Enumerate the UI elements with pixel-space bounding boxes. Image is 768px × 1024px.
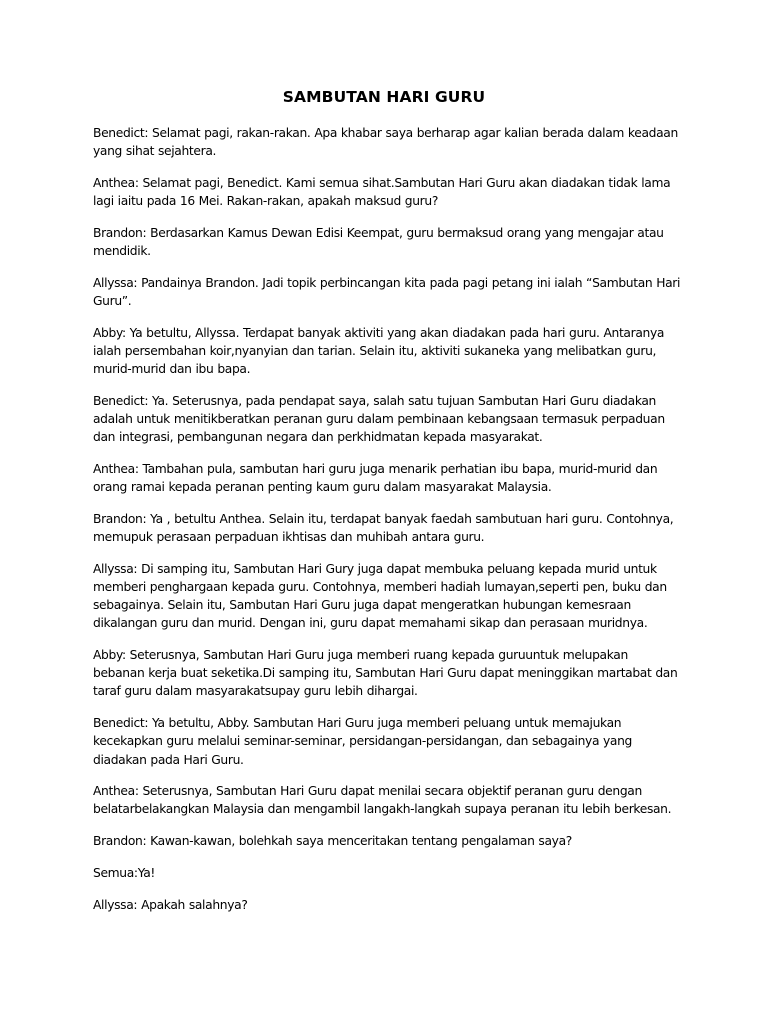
dialogue-paragraph: Brandon: Berdasarkan Kamus Dewan Edisi Keempat, guru bermaksud orang yang mengajar atau mendidik. bbox=[93, 225, 664, 259]
dialogue-paragraph: Brandon: Kawan-kawan, bolehkah saya menceritakan tentang pengalaman saya? bbox=[93, 834, 572, 849]
dialogue-paragraph: Benedict: Ya betultu, Abby. Sambutan Hari Guru juga memberi peluang untuk memajukan kecekapkan guru melalui seminar-seminar, persidangan-persidangan, dan sebagainya yang diadakan pada Hari Guru. bbox=[93, 716, 633, 767]
dialogue-paragraph: Benedict: Selamat pagi, rakan-rakan. Apa khabar saya berharap agar kalian berada dalam keadaan yang sihat sejahtera. bbox=[93, 126, 678, 159]
dialogue-paragraph: Anthea: Tambahan pula, sambutan hari guru juga menarik perhatian ibu bapa, murid-murid dan orang ramai kepada peranan penting kaum guru dalam masyarakat Malaysia. bbox=[93, 462, 658, 495]
document-body bbox=[93, 124, 683, 928]
dialogue-paragraph: Allyssa: Di samping itu, Sambutan Hari Gury juga dapat membuka peluang kepada murid untuk memberi penghargaan kepada guru. Contohnya, memberi hadiah lumayan,seperti pen, buku dan sebagainya. Selain itu, Sambutan Hari Guru juga dapat mengeratkan hubungan kemesraan dikalangan guru dan murid. Dengan ini, guru dapat memahami sikap dan perasaan muridnya. bbox=[93, 562, 667, 631]
dialogue-paragraph: Anthea: Selamat pagi, Benedict. Kami semua sihat.Sambutan Hari Guru akan diadakan tidak lama lagi iaitu pada 16 Mei. Rakan-rakan, apakah maksud guru? bbox=[93, 175, 671, 209]
document-title: SAMBUTAN HARI GURU bbox=[282, 88, 486, 106]
dialogue-paragraph: Allyssa: Pandainya Brandon. Jadi topik perbincangan kita pada pagi petang ini ialah “Sambutan Hari Guru”. bbox=[93, 275, 681, 309]
dialogue-paragraph: Allyssa: Apakah salahnya? bbox=[93, 898, 248, 913]
dialogue-paragraph: Abby: Ya betultu, Allyssa. Terdapat banyak aktiviti yang akan diadakan pada hari guru. Antaranya ialah persembahan koir,nyanyian dan tarian. Selain itu, aktiviti sukaneka yang melibatkan guru, murid-murid dan ibu bapa. bbox=[93, 325, 665, 377]
dialogue-paragraph: Anthea: Seterusnya, Sambutan Hari Guru dapat menilai secara objektif peranan guru dengan belatarbelakangkan Malaysia dan mengambil langakh-langkah supaya peranan itu lebih berkesan. bbox=[93, 784, 672, 817]
dialogue-paragraph: Benedict: Ya. Seterusnya, pada pendapat saya, salah satu tujuan Sambutan Hari Guru diadakan adalah untuk menitikberatkan peranan guru dalam pembinaan kebangsaan termasuk perpaduan dan integrasi, pembangunan negara dan perkhidmatan kepada masyarakat. bbox=[93, 394, 665, 445]
dialogue-paragraph: Abby: Seterusnya, Sambutan Hari Guru juga memberi ruang kepada guruuntuk melupakan bebanan kerja buat seketika.Di samping itu, Sambutan Hari Guru dapat meninggikan martabat dan taraf guru dalam masyarakatsupay guru lebih dihargai. bbox=[93, 648, 678, 699]
dialogue-paragraph: Brandon: Ya , betultu Anthea. Selain itu, terdapat banyak faedah sambutuan hari guru. Contohnya, memupuk perasaan perpaduan ikhtisas dan muhibah antara guru. bbox=[93, 512, 674, 545]
dialogue-paragraph: Semua:Ya! bbox=[93, 866, 155, 881]
